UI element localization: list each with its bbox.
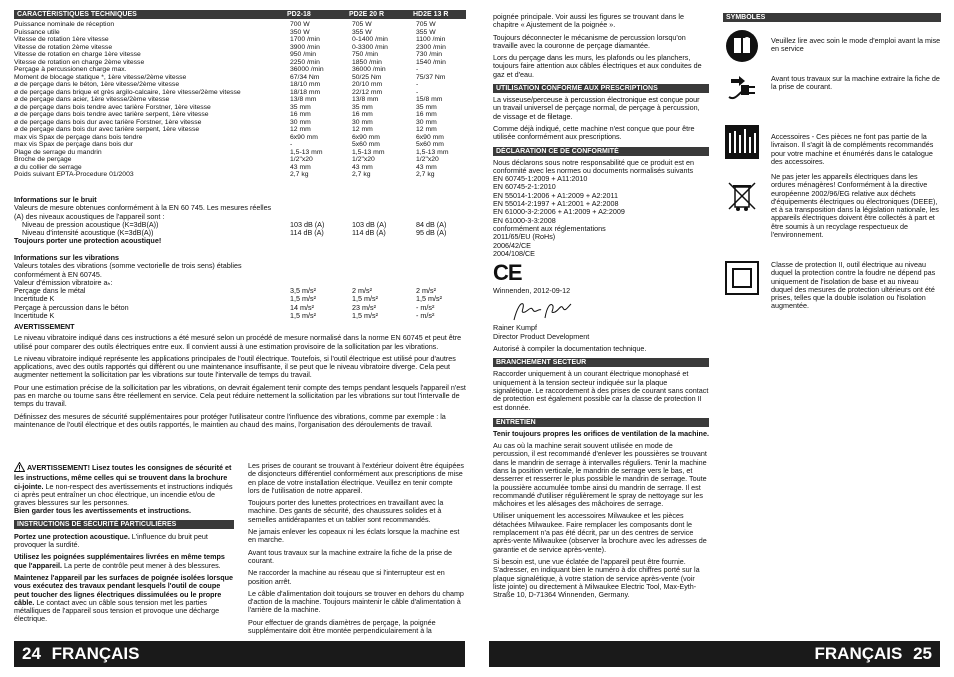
spec-row bbox=[14, 36, 466, 44]
mid-para-2: Toujours porter des lunettes protectrices en travaillant avec la machine. Des gants de sécurité, des chaussures solides et à semelles antidérapantes et un tablier sont recommandés. bbox=[248, 498, 444, 524]
symbol-text-class-ii: Classe de protection II, outil électrique au niveau duquel la protection contre la foudre ne dépend pas uniquement de l'isolation de base et au niveau duquel des mesures de protection ultérieurs ont été prises, telles que la double isolation ou l'isolation augmentée. bbox=[771, 260, 936, 311]
spec-value: 1,5-13 mm bbox=[290, 148, 323, 156]
spec-label: ø de perçage dans le béton, 1ère vitesse/2ème vitesse bbox=[14, 81, 180, 88]
mid-para-5: Ne raccorder la machine au réseau que si l'interrupteur est en position arrêt. bbox=[248, 568, 445, 586]
spec-value: 22/12 mm bbox=[352, 88, 383, 96]
reg-item: 2004/108/CE bbox=[493, 248, 535, 258]
maintenance-para-1: Au cas où la machine serait souvent utilisée en mode de percussion, il est recommandé d'enlever les poussières se trouvant dans le mandrin de serrage à intervalles réguliers. Tenir la machine dans la position verticale, le mandrin de serrage vers le bas, et desserrer et resserrer le plus possible le mandrin de serrage. Toute la poussière accumulée tombe ainsi du mandrin de serrage. Il est recommandé d'utiliser régulièrement le spray de nettoyage sur les mâchoires et les alésages des mâchoires de serrage. bbox=[493, 441, 707, 509]
footer-left bbox=[14, 641, 465, 667]
measure-label: Perçage dans le métal bbox=[14, 287, 86, 296]
safety-item bbox=[14, 553, 234, 570]
spec-value: 35 mm bbox=[352, 103, 373, 111]
spec-value: 12 mm bbox=[416, 126, 437, 133]
maintenance-para-2: Utiliser uniquement les accessoires Milwaukee et les pièces détachées Milwaukee. Faire remplacer les composants dont le remplacement n'a pas été décrit, par un des centres de service après-vente Milwaukee (observer la brochure avec les adresses de garantie et de service après-vente). bbox=[493, 511, 707, 554]
measure-value: 2 m/s² bbox=[416, 287, 436, 296]
warning-text: Le non-respect des avertissements et instructions indiqués ci après peut entraîner un choc électrique, un incendie et/ou de graves blessures sur les personnes. bbox=[14, 481, 233, 508]
signer-name: Rainer Kumpf bbox=[493, 323, 537, 333]
language-right: FRANÇAIS bbox=[814, 644, 903, 663]
spec-value: 36000 /min bbox=[290, 66, 324, 73]
spec-value: 12 mm bbox=[352, 126, 373, 133]
spec-value: 1850 /min bbox=[352, 58, 382, 66]
safety-item-bold: Utilisez les poignées supplémentaires livrées en même temps que l'appareil. bbox=[14, 552, 225, 570]
symbol-row-class-ii bbox=[723, 259, 938, 319]
measure-value: 1,5 m/s² bbox=[290, 312, 316, 321]
spec-value: 0-3300 /min bbox=[352, 43, 388, 51]
conformity-header: DÉCLARATION CE DE CONFORMITÉ bbox=[493, 147, 709, 156]
spec-row bbox=[14, 29, 466, 37]
spec-value: 30 mm bbox=[290, 118, 311, 126]
symbol-row-manual bbox=[723, 29, 941, 65]
symbol-text-manual: Veuillez lire avec soin le mode d'emploi avant la mise en service bbox=[771, 36, 941, 54]
footer-right bbox=[489, 641, 940, 667]
spec-value: 6x90 mm bbox=[290, 133, 318, 141]
place-date: Winnenden, 2012-09-12 bbox=[493, 286, 571, 296]
spec-value: 12 mm bbox=[290, 126, 311, 133]
spec-value: 2250 /min bbox=[290, 58, 320, 66]
spec-value: 43 mm bbox=[290, 163, 311, 171]
spec-row bbox=[14, 104, 466, 112]
spec-value: 15/8 mm bbox=[416, 96, 443, 103]
ce-mark: CE bbox=[493, 260, 522, 286]
spec-value: 1,5-13 mm bbox=[416, 148, 449, 156]
spec-value: 950 /min bbox=[290, 51, 317, 58]
spec-value: 705 W bbox=[352, 21, 372, 28]
spec-value: 43 mm bbox=[352, 163, 373, 171]
norm-item: EN 55014-1:2006 + A1:2009 + A2:2011 bbox=[493, 190, 618, 200]
model-1: PD2-18 bbox=[287, 11, 311, 18]
spec-value: 3900 /min bbox=[290, 43, 320, 51]
spec-value: 1,5-13 mm bbox=[352, 148, 385, 156]
spec-row bbox=[14, 81, 466, 89]
spec-label: Vitesse de rotation 1ère vitesse bbox=[14, 36, 109, 43]
spec-value: 1/2"x20 bbox=[416, 156, 439, 163]
measure-value: - m/s² bbox=[416, 303, 435, 312]
measure-value: 23 m/s² bbox=[352, 303, 376, 312]
warning-paragraph bbox=[14, 462, 234, 507]
specs-title: CARACTÉRISTIQUES TECHNIQUES bbox=[17, 11, 137, 18]
mid-para-6: Le câble d'alimentation doit toujours se trouver en dehors du champ d'action de la machine. Toujours maintenir le câble d'alimentation à l'arrière de la machine. bbox=[248, 588, 464, 615]
spec-value: 35 mm bbox=[416, 103, 437, 111]
spec-row bbox=[14, 156, 466, 164]
spec-label: Vitesse de rotation 2ème vitesse bbox=[14, 43, 113, 51]
measure-value: 95 dB (A) bbox=[416, 229, 447, 238]
measure-row bbox=[14, 304, 466, 312]
mid-para-3: Ne jamais enlever les copeaux ni les éclats lorsque la machine est en marche. bbox=[248, 527, 460, 545]
spec-label: Plage de serrage du mandrin bbox=[14, 148, 102, 156]
safety-item-bold: Portez une protection acoustique. bbox=[14, 531, 130, 541]
spec-value: 2,7 kg bbox=[290, 171, 309, 178]
usage-para-1: La visseuse/perceuse à percussion électronique est conçue pour un travail universel de perçage normal, de perçage à percussion, de vissage et de filetage. bbox=[493, 95, 700, 121]
spec-row bbox=[14, 21, 466, 29]
page-right bbox=[477, 0, 954, 677]
mid-para-4: Avant tous travaux sur la machine extraire la fiche de la prise de courant. bbox=[248, 547, 453, 565]
spec-value: 35 mm bbox=[290, 103, 311, 111]
noise-table bbox=[14, 221, 466, 238]
spec-value: 30 mm bbox=[416, 118, 437, 126]
mains-header: BRANCHEMENT SECTEUR bbox=[493, 358, 709, 367]
spec-row bbox=[14, 51, 466, 59]
accessories-icon bbox=[725, 125, 759, 159]
conformity-intro: Nous déclarons sous notre responsabilité que ce produit est en conformité avec les normes ou documents normalisés suivants bbox=[493, 157, 694, 175]
mid-para-7: Pour effectuer de grands diamètres de perçage, la poignée supplémentaire doit être montée perpendiculairement à la bbox=[248, 617, 436, 636]
measure-value: 84 dB (A) bbox=[416, 220, 447, 229]
spec-value: 750 /min bbox=[352, 51, 379, 58]
measure-value: 1,5 m/s² bbox=[352, 295, 378, 304]
vibration-intro: Valeurs totales des vibrations (somme vectorielle de trois sens) établies conformément à EN 60745. bbox=[14, 261, 242, 279]
noise-intro: Valeurs de mesure obtenues conformément à la EN 60 745. Les mesures réelles (A) des niveaux acoustiques de l'appareil sont : bbox=[14, 203, 272, 221]
spec-value: 43 mm bbox=[416, 163, 437, 171]
spec-value: - bbox=[416, 81, 419, 88]
spec-row bbox=[14, 126, 466, 134]
measure-value: 1,5 m/s² bbox=[290, 295, 316, 304]
spec-value: 67/34 Nm bbox=[290, 73, 320, 81]
language-left: FRANÇAIS bbox=[51, 644, 140, 663]
vibration-title: Informations sur les vibrations bbox=[14, 253, 120, 262]
symbol-text-unplug: Avant tous travaux sur la machine extraire la fiche de la prise de courant. bbox=[771, 74, 940, 92]
usage-header: UTILISATION CONFORME AUX PRESCRIPTIONS bbox=[493, 84, 709, 93]
spec-row bbox=[14, 171, 466, 179]
conformity-regs bbox=[493, 233, 709, 258]
symbols-column bbox=[723, 13, 941, 343]
spec-label: Puissance nominale de réception bbox=[14, 21, 115, 28]
reg-item: 2011/65/EU (RoHs) bbox=[493, 232, 556, 242]
spec-value: 2,7 kg bbox=[352, 171, 371, 178]
spec-value: 36000 /min bbox=[352, 66, 386, 73]
spec-row bbox=[14, 59, 466, 67]
spec-value: 20/10 mm bbox=[352, 81, 383, 88]
warning-section bbox=[14, 462, 234, 628]
noise-title: Informations sur le bruit bbox=[14, 195, 97, 204]
measure-value: - m/s² bbox=[416, 312, 435, 321]
spec-label: Puissance utile bbox=[14, 28, 60, 36]
model-3: HD2E 13 R bbox=[413, 11, 449, 18]
intro-para-3: Lors du perçage dans les murs, les plafonds ou les planchers, toujours faire attention aux câbles électriques et aux conduites de gaz et d'eau. bbox=[493, 53, 702, 79]
spec-value: 16 mm bbox=[416, 111, 437, 118]
vibration-emission: Valeur d'émission vibratoire aₕ: bbox=[14, 277, 113, 287]
measure-row bbox=[14, 287, 466, 295]
spec-row bbox=[14, 141, 466, 149]
intro-para-1: poignée principale. Voir aussi les figures se trouvant dans le chapitre « Ajustement de la poignée ». bbox=[493, 12, 684, 30]
spec-value: 355 W bbox=[416, 28, 436, 36]
symbol-text-weee: Ne pas jeter les appareils électriques dans les ordures ménagères! Conformément à la directive européenne 2002/96/EG relative aux déchets d'équipements électriques ou électroniques (DEEE), et à sa transposition dans la législation nationale, les appareils électriques doivent être collectés à part et être soumis à un recyclage respectueux de l'environnement. bbox=[771, 172, 939, 240]
usage-para-2: Comme déjà indiqué, cette machine n'est conçue que pour être utilisée conformément aux prescriptions. bbox=[493, 123, 695, 142]
spec-label: Vitesse de rotation en charge 2ème vitesse bbox=[14, 58, 145, 66]
read-manual-icon bbox=[725, 29, 759, 63]
spec-label: ø de perçage dans brique et grès argilo-calcaire, 1ère vitesse/2ème vitesse bbox=[14, 88, 241, 96]
norm-item: EN 55014-2:1997 + A1:2001 + A2:2008 bbox=[493, 199, 619, 209]
spec-row bbox=[14, 66, 466, 74]
measure-value: 3,5 m/s² bbox=[290, 287, 316, 296]
avert-para-1: Le niveau vibratoire indiqué dans ces instructions a été mesuré selon un procédé de mesure normalisé dans la norme EN 60745 et peut être utilisé pour comparer des outils électriques entre eux. Il convient aussi à une estimation provisoire de la sollicitation par les vibrations. bbox=[14, 333, 462, 351]
spec-value: 30 mm bbox=[352, 118, 373, 126]
spec-value: - bbox=[290, 141, 293, 148]
intro-para-2: Toujours déconnecter le mécanisme de percussion lorsqu'on travaille avec la couronne de perçage diamantée. bbox=[493, 32, 686, 50]
class-ii-icon bbox=[725, 261, 759, 295]
measure-label: Niveau d'intensité acoustique (K=3dB(A)) bbox=[22, 229, 154, 238]
spec-value: - bbox=[416, 88, 419, 96]
spec-row bbox=[14, 44, 466, 52]
spec-value: 6x90 mm bbox=[352, 133, 380, 141]
measure-value: 103 dB (A) bbox=[352, 220, 387, 229]
spec-value: 350 W bbox=[290, 28, 310, 36]
spec-table bbox=[14, 21, 466, 179]
spec-value: 700 W bbox=[290, 21, 310, 28]
safety-item-text: Le contact avec un câble sous tension met les parties métalliques de l'appareil sous tension et provoque une décharge électrique. bbox=[14, 597, 220, 624]
signer-title: Director Product Development bbox=[493, 331, 590, 341]
signature-icon bbox=[511, 298, 709, 324]
spec-value: 16 mm bbox=[352, 111, 373, 118]
spec-row bbox=[14, 164, 466, 172]
spec-value: 1/2"x20 bbox=[290, 156, 313, 163]
spec-value: - bbox=[416, 66, 419, 73]
spec-value: 5x60 mm bbox=[416, 141, 444, 148]
middle-column bbox=[248, 462, 466, 639]
weee-bin-icon bbox=[725, 179, 759, 213]
symbol-row-unplug bbox=[723, 71, 938, 109]
warning-bold: AVERTISSEMENT! Lisez toutes les consignes de sécurité et les instructions, même celles qui se trouvent dans la brochure ci-jointe. bbox=[14, 463, 232, 491]
avertissement-title: AVERTISSEMENT bbox=[14, 322, 75, 331]
spec-label: max vis Spax de perçage dans bois tendre bbox=[14, 133, 143, 141]
measure-value: 14 m/s² bbox=[290, 303, 314, 312]
spec-label: Poids suivant EPTA-Procedure 01/2003 bbox=[14, 171, 134, 178]
norm-item: EN 60745-2-1:2010 bbox=[493, 182, 556, 192]
measure-label: Incertitude K bbox=[14, 312, 55, 321]
mid-para-1: Les prises de courant se trouvant à l'extérieur doivent être équipées de disjoncteurs différentiel conformément aux prescriptions de mise en place de votre installation électrique. Veuillez en tenir compte lors de l'utilisation de notre appareil. bbox=[248, 461, 464, 495]
noise-section bbox=[14, 196, 466, 246]
spec-value: 18/18 mm bbox=[290, 88, 321, 96]
safety-header: INSTRUCTIONS DE SÉCURITÉ PARTICULIÈRES bbox=[14, 520, 234, 529]
maintenance-bold: Tenir toujours propres les orifices de ventilation de la machine. bbox=[493, 428, 709, 438]
safety-list bbox=[14, 533, 234, 624]
spec-label: Perçage à percussionen charge max. bbox=[14, 66, 127, 73]
signer-authorization: Autorisé à compiler la documentation technique. bbox=[493, 344, 647, 354]
spec-label: max vis Spax de perçage dans bois dur bbox=[14, 141, 134, 148]
spec-value: 1700 /min bbox=[290, 36, 320, 43]
measure-value: 114 dB (A) bbox=[352, 229, 386, 238]
spec-value: 50/25 Nm bbox=[352, 73, 382, 81]
measure-row bbox=[14, 295, 466, 303]
symbol-text-accessories: Accessoires - Ces pièces ne font pas partie de la livraison. Il s'agit là de compléments recommandés pour votre machine et énumérés dans le catalogue des accessoires. bbox=[771, 132, 934, 166]
spec-value: 5x60 mm bbox=[352, 141, 380, 148]
page-number-right: 25 bbox=[913, 644, 932, 663]
spec-value: 13/8 mm bbox=[352, 96, 379, 103]
spec-value: 18/10 mm bbox=[290, 81, 321, 88]
spec-value: 1540 /min bbox=[416, 58, 446, 66]
spec-label: ø de perçage dans bois dur avec tarière serpent, 1ère vitesse bbox=[14, 126, 200, 133]
norm-item: EN 61000-3-2:2006 + A1:2009 + A2:2009 bbox=[493, 207, 625, 217]
specs-header bbox=[14, 10, 466, 19]
avert-para-3: Pour une estimation précise de la sollicitation par les vibrations, on devrait également tenir compte des temps pendant lesquels l'appareil n'est pas en marche ou tourne sans être réellement en service. Cela peut réduire nettement la sollicitation par les vibrations sur tout l'intervalle de temps du travail. bbox=[14, 382, 466, 409]
conformity-regs-title: conformément aux réglementations bbox=[493, 223, 606, 233]
right-main-column bbox=[493, 13, 709, 603]
spec-value: 75/37 Nm bbox=[416, 73, 446, 81]
spec-row bbox=[14, 74, 466, 82]
warning-keep: Bien garder tous les avertissements et instructions. bbox=[14, 506, 191, 516]
symbols-header: SYMBOLES bbox=[723, 13, 941, 22]
vibration-table bbox=[14, 287, 466, 320]
spec-row bbox=[14, 149, 466, 157]
safety-item bbox=[14, 533, 234, 550]
spec-value: 2,7 kg bbox=[416, 171, 435, 178]
spec-row bbox=[14, 89, 466, 97]
norm-item: EN 61000-3-3:2008 bbox=[493, 215, 556, 225]
conformity-norms bbox=[493, 175, 709, 225]
spec-value: 2300 /min bbox=[416, 43, 446, 51]
spec-label: ø du collier de serrage bbox=[14, 163, 82, 171]
spec-row bbox=[14, 111, 466, 119]
spec-label: ø de perçage dans bois tendre avec tarière Forstner, 1ère vitesse bbox=[14, 103, 211, 111]
safety-item-text: La perte de contrôle peut mener à des blessures. bbox=[62, 560, 221, 570]
safety-item-bold: Maintenez l'appareil par les surfaces de poignée isolées lorsque vous exécutez des travaux pendant lesquels l'outil de coupe peut toucher des lignes électriques dissimulées ou le propre câble. bbox=[14, 572, 234, 607]
measure-value: 114 dB (A) bbox=[290, 229, 324, 238]
measure-value: 103 dB (A) bbox=[290, 220, 325, 229]
measure-row bbox=[14, 312, 466, 320]
spec-value: 0-1400 /min bbox=[352, 36, 388, 43]
noise-warning: Toujours porter une protection acoustique! bbox=[14, 236, 162, 246]
measure-label: Niveau de pression acoustique (K=3dB(A)) bbox=[22, 220, 159, 229]
model-2: PD2E 20 R bbox=[349, 11, 385, 18]
avertissement-section bbox=[14, 323, 466, 433]
spec-value: 1100 /min bbox=[416, 36, 446, 43]
page-number-left: 24 bbox=[22, 644, 41, 663]
reg-item: 2006/42/CE bbox=[493, 240, 531, 250]
spec-label: Moment de blocage statique *, 1ère vitesse/2ème vitesse bbox=[14, 73, 187, 81]
safety-item-text: L'influence du bruit peut provoquer la surdité. bbox=[14, 531, 208, 550]
norm-item: EN 60745-1:2009 + A11:2010 bbox=[493, 174, 588, 184]
spec-label: ø de perçage dans bois tendre avec tarière serpent, 1ère vitesse bbox=[14, 111, 209, 118]
spec-row bbox=[14, 119, 466, 127]
measure-value: 1,5 m/s² bbox=[352, 312, 378, 321]
avert-para-4: Définissez des mesures de sécurité supplémentaires pour protéger l'utilisateur contre l'influence des vibrations, comme par exemple : la maintenance de l'outil électrique et des outils rapportés, le maintien au chaud des mains, l'organisation des déroulements de travail. bbox=[14, 411, 446, 429]
specs-section bbox=[14, 10, 466, 179]
measure-value: 1,5 m/s² bbox=[416, 295, 442, 304]
measure-row bbox=[22, 221, 466, 229]
measure-label: Incertitude K bbox=[14, 295, 55, 304]
symbol-row-weee bbox=[723, 173, 938, 253]
unplug-icon bbox=[725, 71, 759, 105]
spec-value: 1/2"x20 bbox=[352, 156, 375, 163]
maintenance-header: ENTRETIEN bbox=[493, 418, 709, 427]
spec-label: Broche de perçage bbox=[14, 156, 72, 163]
spec-label: ø de perçage dans bois dur avec tarière Forstner, 1ère vitesse bbox=[14, 118, 202, 126]
spec-label: ø de perçage dans acier, 1ère vitesse/2ème vitesse bbox=[14, 96, 170, 103]
spec-value: 730 /min bbox=[416, 51, 443, 58]
spec-label: Vitesse de rotation en charge 1ère vitesse bbox=[14, 51, 141, 58]
maintenance-para-3: Si besoin est, une vue éclatée de l'appareil peut être fournie. S'adresser, en indiquant bien le numéro à dix chiffres porté sur la plaque signalétique, à votre station de service après-vente (voir liste jointe) ou directement à Milwaukee Electric Tool, Max-Eyth-Straße 10, D-71364 Winnenden, Germany. bbox=[493, 556, 700, 600]
spec-value: 13/8 mm bbox=[290, 96, 317, 103]
safety-item bbox=[14, 574, 234, 624]
spec-value: 16 mm bbox=[290, 111, 311, 118]
spec-value: 705 W bbox=[416, 21, 436, 28]
spec-value: 355 W bbox=[352, 28, 372, 36]
measure-label: Perçage à percussion dans le béton bbox=[14, 303, 129, 312]
avert-para-2: Le niveau vibratoire indiqué représente les applications principales de l'outil électrique. Toutefois, si l'outil électrique est utilisé pour d'autres applications, avec des outils rapportés qui diffèrent ou une maintenance insuffisante, il se peut que le niveau vibratoire diverge. Cela peut augmenter nettement la sollicitation par les vibrations sur toute l'intervalle de temps du travail. bbox=[14, 353, 456, 380]
symbol-row-accessories bbox=[723, 121, 938, 171]
spec-row bbox=[14, 96, 466, 104]
spec-row bbox=[14, 134, 466, 142]
vibration-section bbox=[14, 254, 466, 320]
spec-value: 6x90 mm bbox=[416, 133, 444, 141]
measure-value: 2 m/s² bbox=[352, 287, 372, 296]
mains-text: Raccorder uniquement à un courant électrique monophasé et uniquement à la tension secteur indiquée sur la plaque signalétique. Le raccordement à des prises de courant sans contact de protection est également possible car la classe de protection II est donnée. bbox=[493, 369, 709, 412]
